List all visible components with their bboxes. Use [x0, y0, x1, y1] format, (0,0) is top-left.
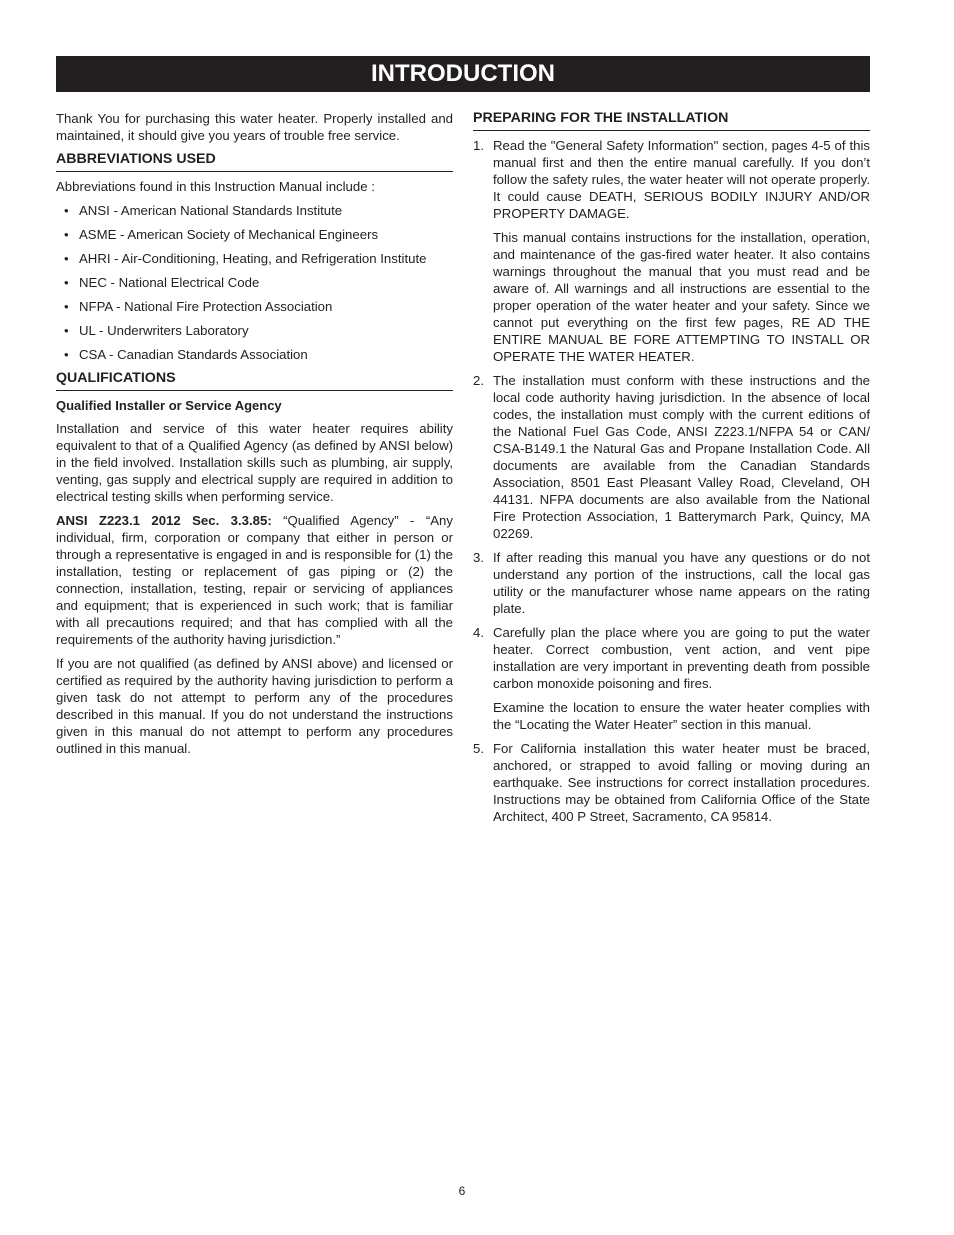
intro-paragraph: Thank You for purchasing this water heater. Properly installed and maintained, it should give you years of trouble free service. [56, 111, 453, 143]
step-number: 4. [473, 625, 484, 640]
step-item [473, 137, 870, 365]
step-number: 3. [473, 550, 484, 565]
qualifications-paragraph-3: If you are not qualified (as defined by ANSI above) and licensed or certified as required by the authority having jurisdiction to perform a given task do not attempt to perform any of the procedures described in this manual. If you do not understand the instructions given in this manual do not attempt to perform any procedures outlined in this manual. [56, 656, 453, 756]
step-item [473, 372, 870, 542]
step-paragraph: Examine the location to ensure the water heater complies with the “Locating the Water Heater” section in this manual. [493, 700, 870, 732]
qualifications-heading: QUALIFICATIONS [56, 370, 453, 391]
list-item: • ANSI - American National Standards Institute [56, 202, 453, 219]
list-item: • NEC - National Electrical Code [56, 274, 453, 291]
step-item [473, 549, 870, 617]
list-item: • CSA - Canadian Standards Association [56, 346, 453, 363]
abbreviations-heading: ABBREVIATIONS USED [56, 151, 453, 172]
page-title-banner: INTRODUCTION [56, 56, 870, 92]
step-item [473, 740, 870, 825]
step-paragraph: The installation must conform with these instructions and the local code authority having jurisdiction. In the absence of local codes, the installation must comply with the current editions of the National Fuel Gas Code, ANSI Z223.1/NFPA 54 or CAN/ CSA-B149.1 the Natural Gas and Propane Installation Code. All documents are available from the Canadian Standards Association, 8501 East Pleasant Valley Road, Cleveland, OH 44131. NFPA documents are also available from the National Fire Protection Association, 1 Batterymarch Park, Quincy, MA 02269. [493, 373, 870, 541]
list-item: • ASME - American Society of Mechanical Engineers [56, 226, 453, 243]
qualified-installer-subheading: Qualified Installer or Service Agency [56, 398, 282, 413]
list-item: • UL - Underwriters Laboratory [56, 322, 453, 339]
step-number: 2. [473, 373, 484, 388]
abbreviations-intro: Abbreviations found in this Instruction Manual include : [56, 179, 375, 194]
step-paragraph: Read the "General Safety Information" section, pages 4-5 of this manual first and then the entire manual carefully. If you don’t follow the safety rules, the water heater will not operate properly. It could cause DEATH, SERIOUS BODILY INJURY AND/OR PROPERTY DAMAGE. [493, 138, 870, 221]
qualifications-paragraph-2 [56, 512, 453, 648]
qualifications-paragraph-1: Installation and service of this water heater requires ability equivalent to that of a Qualified Agency (as defined by ANSI below) in the field involved. Installation skills such as plumbing, air supply, venting, gas supply and electrical supply are required in addition to electrical testing skills when performing service. [56, 421, 453, 504]
page-number: 6 [458, 1184, 466, 1198]
ansi-reference: ANSI Z223.1 2012 Sec. 3.3.85: [56, 513, 272, 528]
list-item: • AHRI - Air-Conditioning, Heating, and Refrigeration Institute [56, 250, 453, 267]
step-number: 1. [473, 138, 484, 153]
step-paragraph: If after reading this manual you have any questions or do not understand any portion of the instructions, call the local gas utility or the manufacturer whose name appears on the rating plate. [493, 550, 870, 616]
right-column [473, 110, 870, 832]
preparing-heading: PREPARING FOR THE INSTALLATION [473, 110, 870, 131]
step-item [473, 624, 870, 733]
installation-steps [473, 137, 870, 825]
abbreviations-list [56, 202, 453, 363]
step-paragraph: This manual contains instructions for the installation, operation, and maintenance of the gas-fired water heater. It also contains warnings throughout the manual that you must read and be aware of. All warnings and all instructions are essential to the proper operation of the water heater and your safety. Since we cannot put everything on the first few pages, RE AD THE ENTIRE MANUAL BE FORE ATTEMPTING TO INSTALL OR OPERATE THE WATER HEATER. [493, 230, 870, 364]
list-item: • NFPA - National Fire Protection Association [56, 298, 453, 315]
left-column [56, 110, 453, 764]
qualified-agency-definition: “Qualified Agency” - “Any individual, firm, corporation or company that either in person or through a representative is engaged in and is responsible for (1) the installation, testing or replacement of gas piping or (2) the connection, installation, testing, repair or servicing of appliances and equipment; that is experienced in such work; that is familiar with all precautions required; and that has complied with all the requirements of the authority having jurisdiction.” [56, 513, 453, 647]
step-number: 5. [473, 741, 484, 756]
step-paragraph: For California installation this water heater must be braced, anchored, or strapped to avoid falling or moving during an earthquake. See instructions for correct installation procedures. Instructions may be obtained from California Office of the State Architect, 400 P Street, Sacramento, CA 95814. [493, 741, 870, 824]
step-paragraph: Carefully plan the place where you are going to put the water heater. Correct combustion, vent action, and vent pipe installation are very important in preventing death from possible carbon monoxide poisoning and fires. [493, 625, 870, 691]
